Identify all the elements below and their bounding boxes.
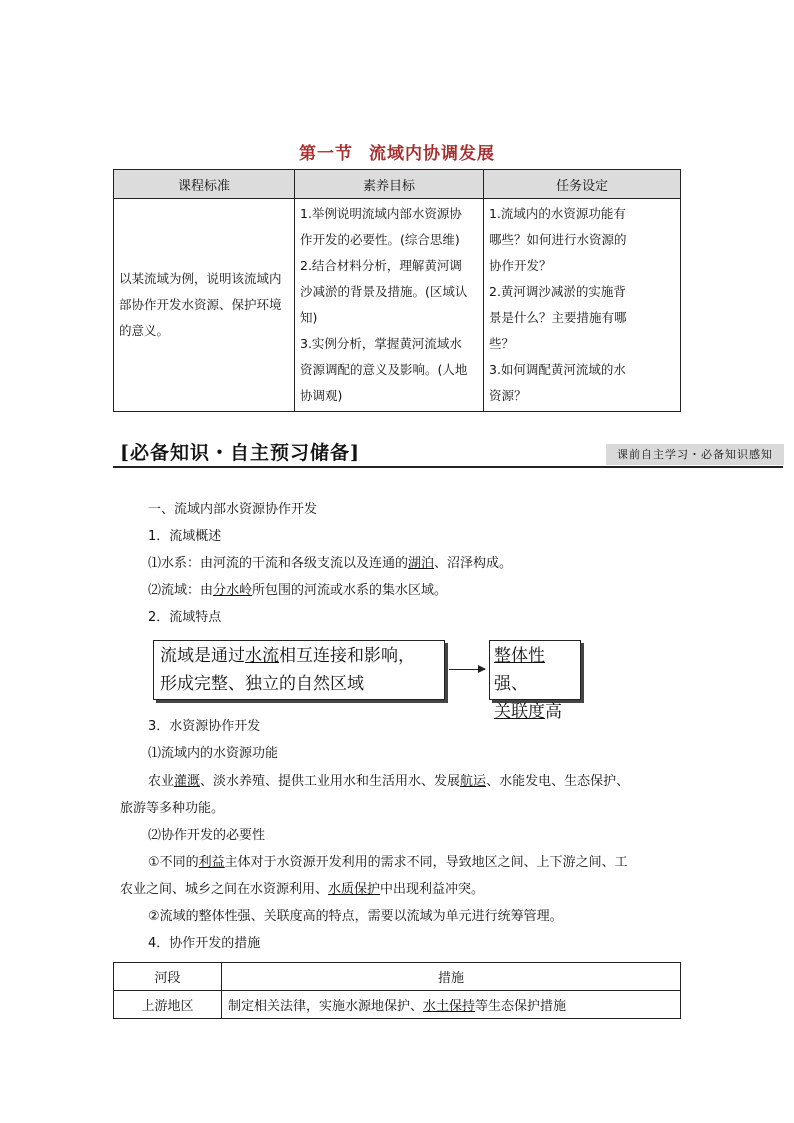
text: 制定相关法律，实施水源地保护、 bbox=[228, 999, 424, 1014]
answer-underline: 水质保护 bbox=[328, 882, 381, 897]
task-cell bbox=[484, 199, 681, 412]
feature-box-right bbox=[489, 640, 581, 722]
text: ①不同的 bbox=[148, 855, 199, 870]
answer-underline: 湖泊 bbox=[408, 556, 435, 571]
header-task: 任务设定 bbox=[484, 170, 681, 199]
paragraph-functions-cont: 旅游等多种功能。 bbox=[120, 801, 225, 816]
header-section: 河段 bbox=[114, 963, 222, 991]
cell-line: 1.流域内的水资源功能有 bbox=[489, 206, 626, 221]
cell-line: 3.如何调配黄河流域的水 bbox=[489, 362, 626, 377]
answer-underline: 关联度 bbox=[494, 702, 545, 722]
answer-underline: 水土保持 bbox=[423, 999, 476, 1014]
row-measures bbox=[222, 991, 681, 1019]
table-row bbox=[114, 199, 681, 412]
feature-box-left bbox=[153, 640, 445, 700]
answer-underline: 利益 bbox=[198, 855, 225, 870]
text: 流域是通过 bbox=[160, 646, 245, 666]
cell-line: 作开发的必要性。(综合思维) bbox=[300, 232, 460, 247]
cell-line: 哪些？如何进行水资源的 bbox=[489, 232, 627, 247]
section-title: 流域内协调发展 bbox=[369, 144, 495, 164]
text: 所包围的河流或水系的集水区域。 bbox=[252, 583, 448, 598]
cell-line: 3.实例分析，掌握黄河流域水 bbox=[300, 336, 462, 351]
answer-underline: 水流 bbox=[245, 646, 279, 666]
subheading-2: 2．流域特点 bbox=[148, 610, 222, 625]
cell-line: 些？ bbox=[489, 336, 515, 351]
text: 等生态保护措施 bbox=[475, 999, 567, 1014]
subheading-3-1: ⑴流域内的水资源功能 bbox=[148, 746, 279, 761]
cell-line: 1.举例说明流域内部水资源协 bbox=[300, 206, 462, 221]
cell-line: 协调观) bbox=[300, 388, 343, 403]
paragraph-water-system bbox=[148, 554, 512, 574]
cell-line: 协作开发？ bbox=[489, 258, 552, 273]
answer-underline: 整体性 bbox=[494, 646, 545, 666]
arrow-right-icon bbox=[449, 669, 485, 670]
text: 形成完整、独立的自然区域 bbox=[160, 674, 364, 694]
text: 农业之间、城乡之间在水资源利用、 bbox=[120, 882, 329, 897]
text: ⑴水系：由河流的干流和各级支流以及连通的 bbox=[148, 556, 409, 571]
cell-line: 2.结合材料分析，理解黄河调 bbox=[300, 258, 462, 273]
text: 、淡水养殖、提供工业用水和生活用水、发展 bbox=[200, 774, 461, 789]
measures-table bbox=[113, 962, 681, 1019]
paragraph-necessity-2: ②流域的整体性强、关联度高的特点，需要以流域为单元进行统筹管理。 bbox=[148, 909, 563, 924]
cell-line: 知) bbox=[300, 310, 318, 325]
cell-line: 部协作开发水资源、保护环境 bbox=[119, 297, 282, 312]
paragraph-necessity-1 bbox=[148, 853, 628, 873]
header-literacy-goal: 素养目标 bbox=[295, 170, 484, 199]
heading-1: 一、流域内部水资源协作开发 bbox=[148, 502, 318, 517]
subheading-4: 4．协作开发的措施 bbox=[148, 936, 261, 951]
section-badge: 课前自主学习・必备知识感知 bbox=[606, 444, 784, 465]
text: 高 bbox=[545, 702, 562, 722]
text: 主体对于水资源开发利用的需求不同，导致地区之间、上下游之间、工 bbox=[224, 855, 628, 870]
text: 、水能发电、生态保护、 bbox=[486, 774, 630, 789]
header-course-standard: 课程标准 bbox=[114, 170, 295, 199]
cell-line: 的意义。 bbox=[119, 323, 170, 338]
cell-line: 资源调配的意义及影响。(人地 bbox=[300, 362, 468, 377]
paragraph-necessity-1-cont bbox=[120, 880, 484, 900]
subheading-1: 1．流域概述 bbox=[148, 529, 222, 544]
section-heading: [必备知识・自主预习储备] bbox=[120, 442, 360, 464]
answer-underline: 分水岭 bbox=[213, 583, 253, 598]
text: 农业 bbox=[148, 774, 175, 789]
subheading-3-2: ⑵协作开发的必要性 bbox=[148, 828, 266, 843]
paragraph-functions bbox=[148, 772, 629, 792]
text: 中出现利益冲突。 bbox=[380, 882, 485, 897]
cell-line: 以某流域为例，说明该流域内 bbox=[119, 271, 282, 286]
standards-table bbox=[113, 169, 681, 412]
course-standard-cell bbox=[114, 199, 295, 412]
table-header-row bbox=[114, 963, 681, 991]
answer-underline: 灌溉 bbox=[174, 774, 201, 789]
answer-underline: 航运 bbox=[460, 774, 487, 789]
text: 强、 bbox=[494, 674, 528, 694]
literacy-goal-cell bbox=[295, 199, 484, 412]
paragraph-basin bbox=[148, 581, 447, 601]
cell-line: 资源？ bbox=[489, 388, 527, 403]
cell-line: 景是什么？主要措施有哪 bbox=[489, 310, 627, 325]
text: 、沼泽构成。 bbox=[434, 556, 513, 571]
subheading-3: 3．水资源协作开发 bbox=[148, 719, 261, 734]
section-number: 第一节 bbox=[299, 144, 353, 164]
text: 相互连接和影响， bbox=[279, 646, 415, 666]
cell-line: 沙减淤的背景及措施。(区域认 bbox=[300, 284, 468, 299]
text: ⑵流域：由 bbox=[148, 583, 214, 598]
section-divider bbox=[113, 466, 783, 468]
table-header-row bbox=[114, 170, 681, 199]
cell-line: 2.黄河调沙减淤的实施背 bbox=[489, 284, 626, 299]
row-section: 上游地区 bbox=[114, 991, 222, 1019]
header-measures: 措施 bbox=[222, 963, 681, 991]
page-title bbox=[0, 139, 794, 164]
table-row bbox=[114, 991, 681, 1019]
